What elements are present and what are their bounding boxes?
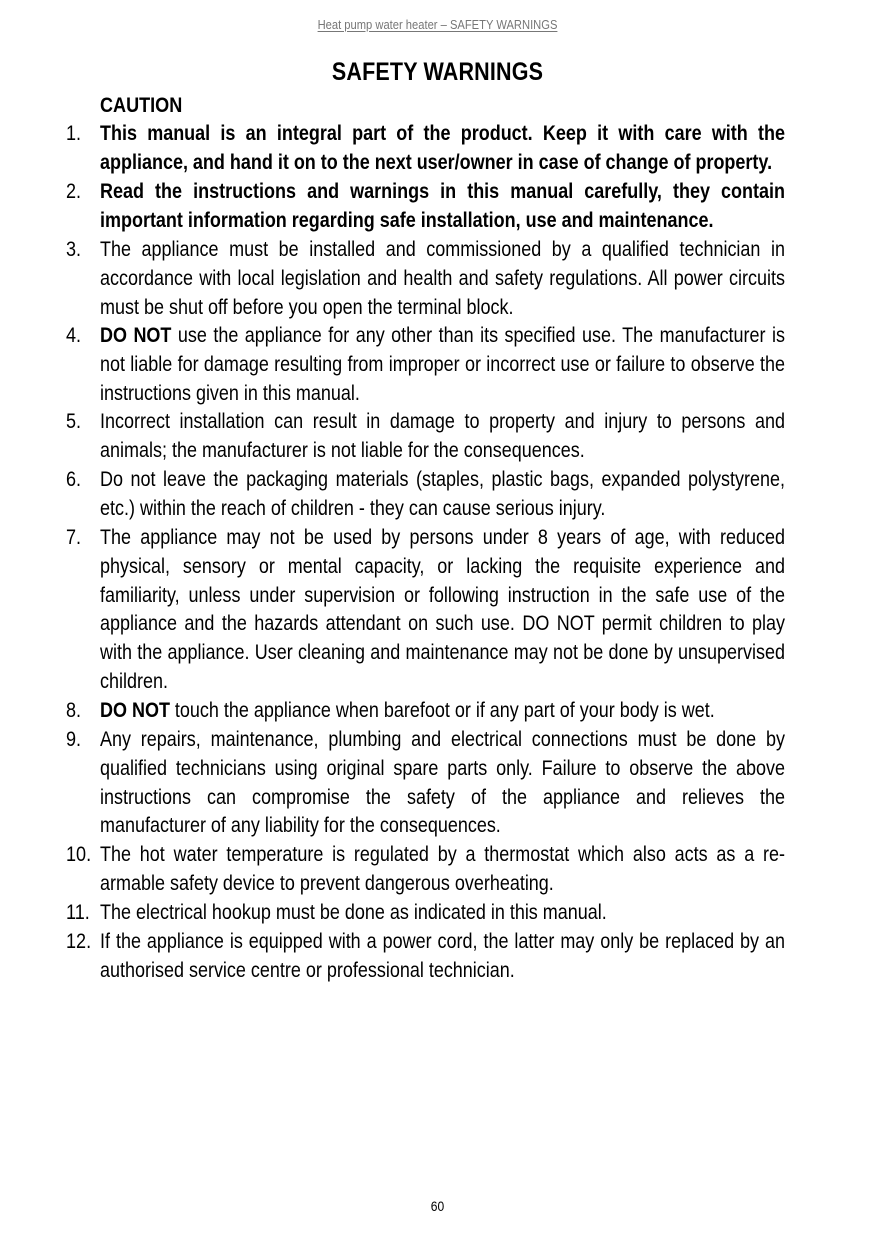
list-item-6	[66, 466, 785, 524]
list-item-11	[66, 899, 785, 928]
list-item-5	[66, 408, 785, 466]
item-text-wrap	[100, 322, 785, 408]
item-text: Read the instructions and warnings in this manual carefully, they contain important information regarding safe installation, use and maintenance.	[100, 180, 785, 232]
list-item-1	[66, 120, 785, 178]
do-not-emphasis: DO NOT	[100, 699, 170, 722]
item-text: Any repairs, maintenance, plumbing and electrical connections must be done by qualified technicians using original spare parts only. Failure to observe the above instructions can compromise the safety of the appliance and relieves the manufacturer of any liability for the consequences.	[100, 728, 785, 838]
list-item-10	[66, 841, 785, 899]
item-number: 11.	[66, 901, 90, 924]
item-number: 12.	[66, 930, 92, 953]
item-text: This manual is an integral part of the product. Keep it with care with the appliance, and hand it on to the next user/owner in case of change of property.	[100, 122, 785, 174]
do-not-emphasis: DO NOT	[100, 324, 172, 347]
item-text: touch the appliance when barefoot or if any part of your body is wet.	[169, 699, 715, 722]
item-number: 2.	[66, 180, 82, 203]
list-item-7	[66, 524, 785, 697]
item-number: 1.	[66, 122, 82, 145]
running-header	[61, 17, 814, 32]
item-number: 5.	[66, 410, 82, 433]
item-text: The appliance must be installed and commissioned by a qualified technician in accordance with local legislation and health and safety regulations. All power circuits must be shut off before you open the terminal block.	[100, 238, 785, 319]
list-item-9	[66, 726, 785, 841]
item-number: 4.	[66, 324, 82, 347]
item-text: The electrical hookup must be done as indicated in this manual.	[100, 901, 607, 924]
item-text: The appliance may not be used by persons under 8 years of age, with reduced physical, sensory or mental capacity, or lacking the requisite experience and familiarity, unless under supervision or following instruction in the safe use of the appliance and the hazards attendant on such use. DO NOT permit children to play with the appliance. User cleaning and maintenance may not be done by unsupervised children.	[100, 526, 785, 693]
caution-label: CAUTION	[100, 94, 183, 117]
item-number: 8.	[66, 699, 82, 722]
list-item-8	[66, 697, 785, 726]
list-item-4	[66, 322, 785, 408]
running-header-text: Heat pump water heater – SAFETY WARNINGS	[317, 17, 558, 32]
item-text: If the appliance is equipped with a power cord, the latter may only be replaced by an authorised service centre or professional technician.	[100, 930, 785, 982]
page-number: 60	[430, 1198, 445, 1214]
page-title: SAFETY WARNINGS	[331, 58, 544, 86]
item-number: 7.	[66, 526, 82, 549]
item-number: 3.	[66, 238, 82, 261]
item-text: The hot water temperature is regulated by a thermostat which also acts as a re-armable safety device to prevent dangerous overheating.	[100, 843, 785, 895]
item-text-wrap	[100, 697, 785, 726]
list-item-3	[66, 236, 785, 322]
item-number: 6.	[66, 468, 82, 491]
item-text: Incorrect installation can result in damage to property and injury to persons and animals; the manufacturer is not liable for the consequences.	[100, 410, 785, 462]
item-text: use the appliance for any other than its specified use. The manufacturer is not liable for damage resulting from improper or incorrect use or failure to observe the instructions given in this manual.	[100, 324, 786, 405]
item-number: 9.	[66, 728, 82, 751]
item-number: 10.	[66, 843, 92, 866]
safety-warnings-list	[66, 120, 785, 986]
item-text: Do not leave the packaging materials (staples, plastic bags, expanded polystyrene, etc.) within the reach of children - they can cause serious injury.	[100, 468, 785, 520]
list-item-12	[66, 928, 785, 986]
list-item-2	[66, 178, 785, 236]
